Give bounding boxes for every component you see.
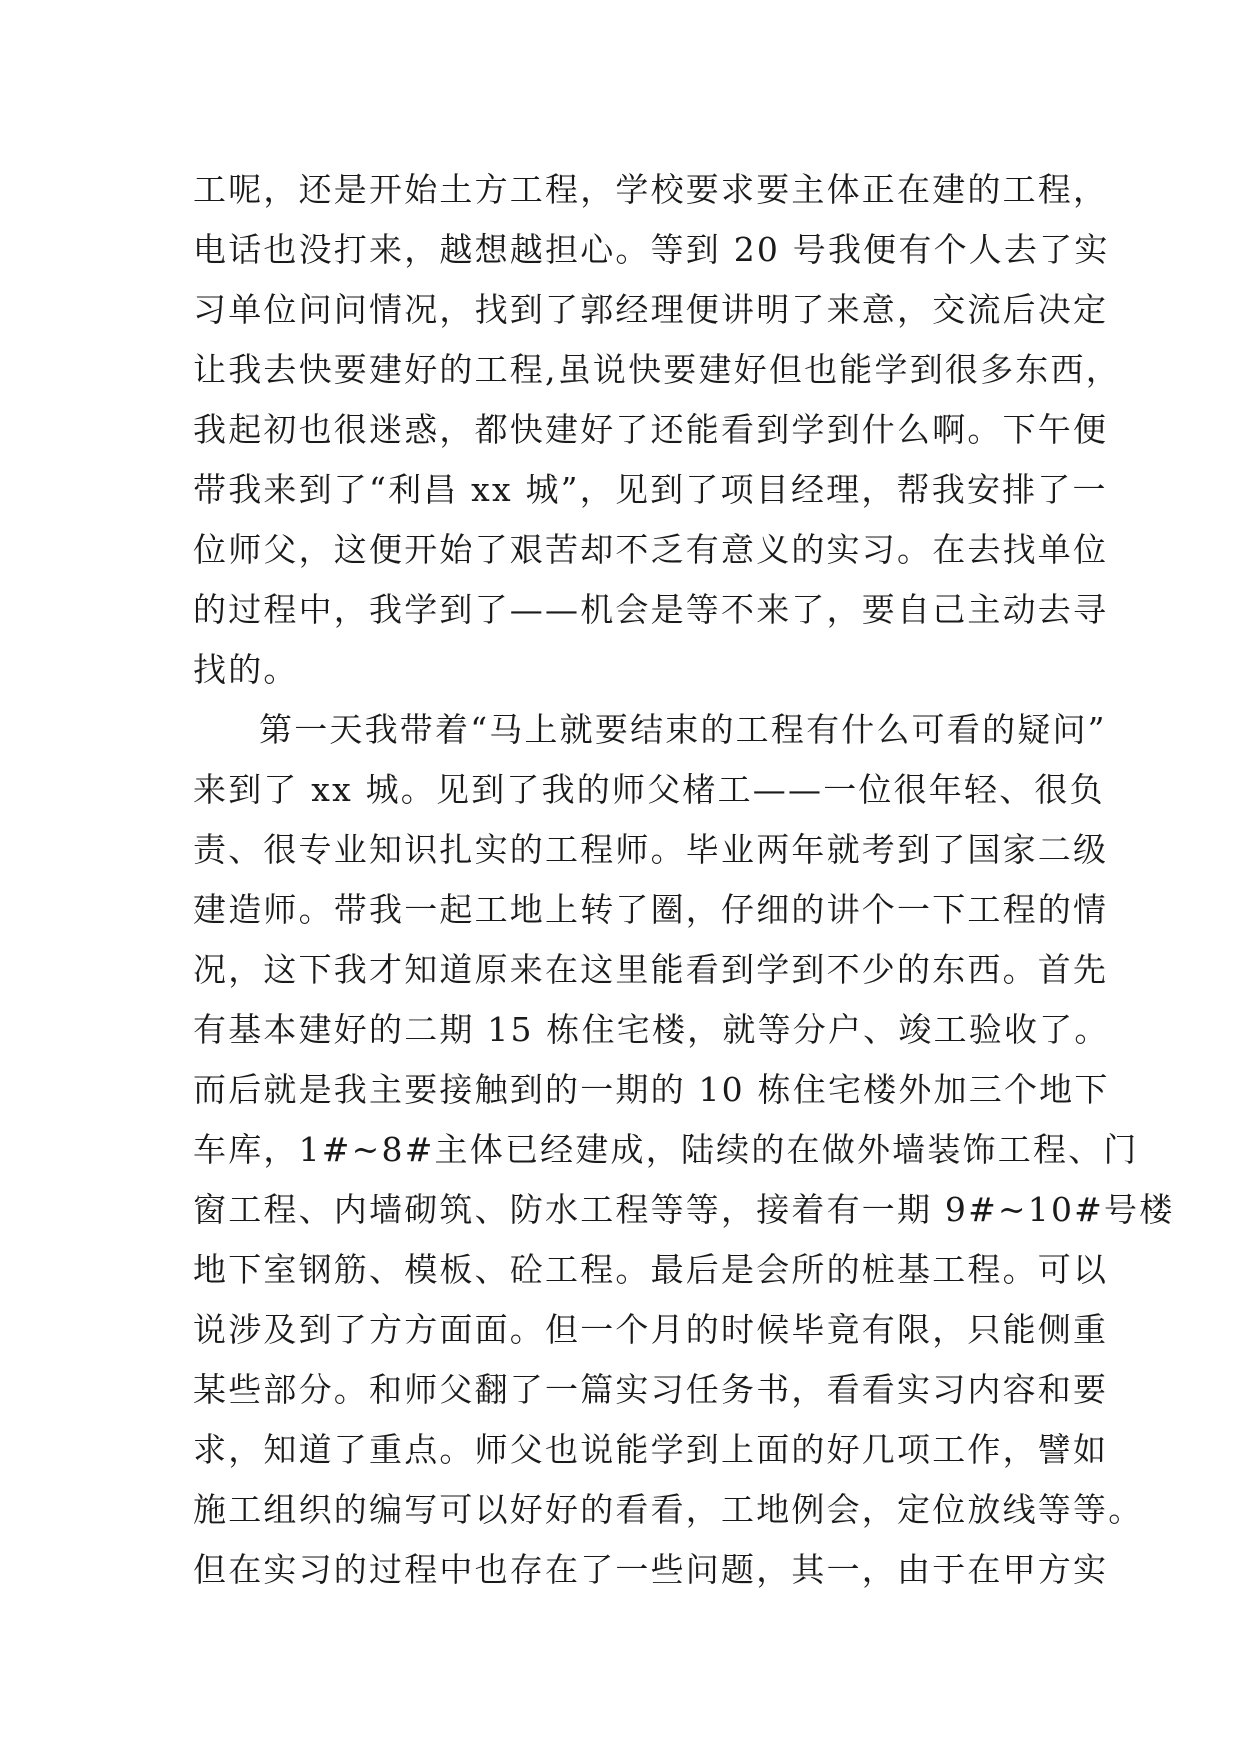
text-line: 责、很专业知识扎实的工程师。毕业两年就考到了国家二级 — [193, 830, 1109, 869]
text-line: 窗工程、内墙砌筑、防水工程等等，接着有一期 9#~10#号楼 — [193, 1190, 1175, 1229]
text-line: 第一天我带着“马上就要结束的工程有什么可看的疑问” — [259, 710, 1107, 749]
text-line: 求，知道了重点。师父也说能学到上面的好几项工作，譬如 — [193, 1430, 1109, 1469]
text-line: 地下室钢筋、模板、砼工程。最后是会所的桩基工程。可以 — [193, 1250, 1109, 1289]
text-line: 来到了 xx 城。见到了我的师父楮工——一位很年轻、很负 — [193, 770, 1105, 809]
text-line: 施工组织的编写可以好好的看看，工地例会，定位放线等等。 — [193, 1490, 1144, 1529]
text-line: 有基本建好的二期 15 栋住宅楼，就等分户、竣工验收了。 — [193, 1010, 1110, 1049]
text-line: 我起初也很迷惑，都快建好了还能看到学到什么啊。下午便 — [193, 410, 1109, 449]
paragraph-2 — [193, 700, 1175, 1600]
text-line: 车库，1#~8#主体已经建成，陆续的在做外墙装饰工程、门 — [193, 1130, 1139, 1169]
text-line: 电话也没打来，越想越担心。等到 20 号我便有个人去了实 — [193, 230, 1110, 269]
text-line: 况，这下我才知道原来在这里能看到学到不少的东西。首先 — [193, 950, 1109, 989]
text-line: 让我去快要建好的工程,虽说快要建好但也能学到很多东西， — [193, 350, 1121, 389]
paragraph-1 — [193, 160, 1121, 700]
text-line: 工呢，还是开始土方工程，学校要求要主体正在建的工程， — [193, 170, 1109, 209]
text-line: 习单位问问情况，找到了郭经理便讲明了来意，交流后决定 — [193, 290, 1109, 329]
text-line: 的过程中，我学到了——机会是等不来了，要自己主动去寻 — [193, 590, 1109, 629]
text-line: 建造师。带我一起工地上转了圈，仔细的讲个一下工程的情 — [193, 890, 1109, 929]
text-line: 说涉及到了方方面面。但一个月的时候毕竟有限，只能侧重 — [193, 1310, 1109, 1349]
document-body — [193, 160, 1175, 1600]
text-line: 某些部分。和师父翻了一篇实习任务书，看看实习内容和要 — [193, 1370, 1109, 1409]
text-line: 找的。 — [193, 650, 299, 689]
text-line: 但在实习的过程中也存在了一些问题，其一，由于在甲方实 — [193, 1550, 1109, 1589]
text-line: 位师父，这便开始了艰苦却不乏有意义的实习。在去找单位 — [193, 530, 1109, 569]
text-line: 带我来到了“利昌 xx 城”，见到了项目经理，帮我安排了一 — [193, 470, 1108, 509]
text-line: 而后就是我主要接触到的一期的 10 栋住宅楼外加三个地下 — [193, 1070, 1110, 1109]
